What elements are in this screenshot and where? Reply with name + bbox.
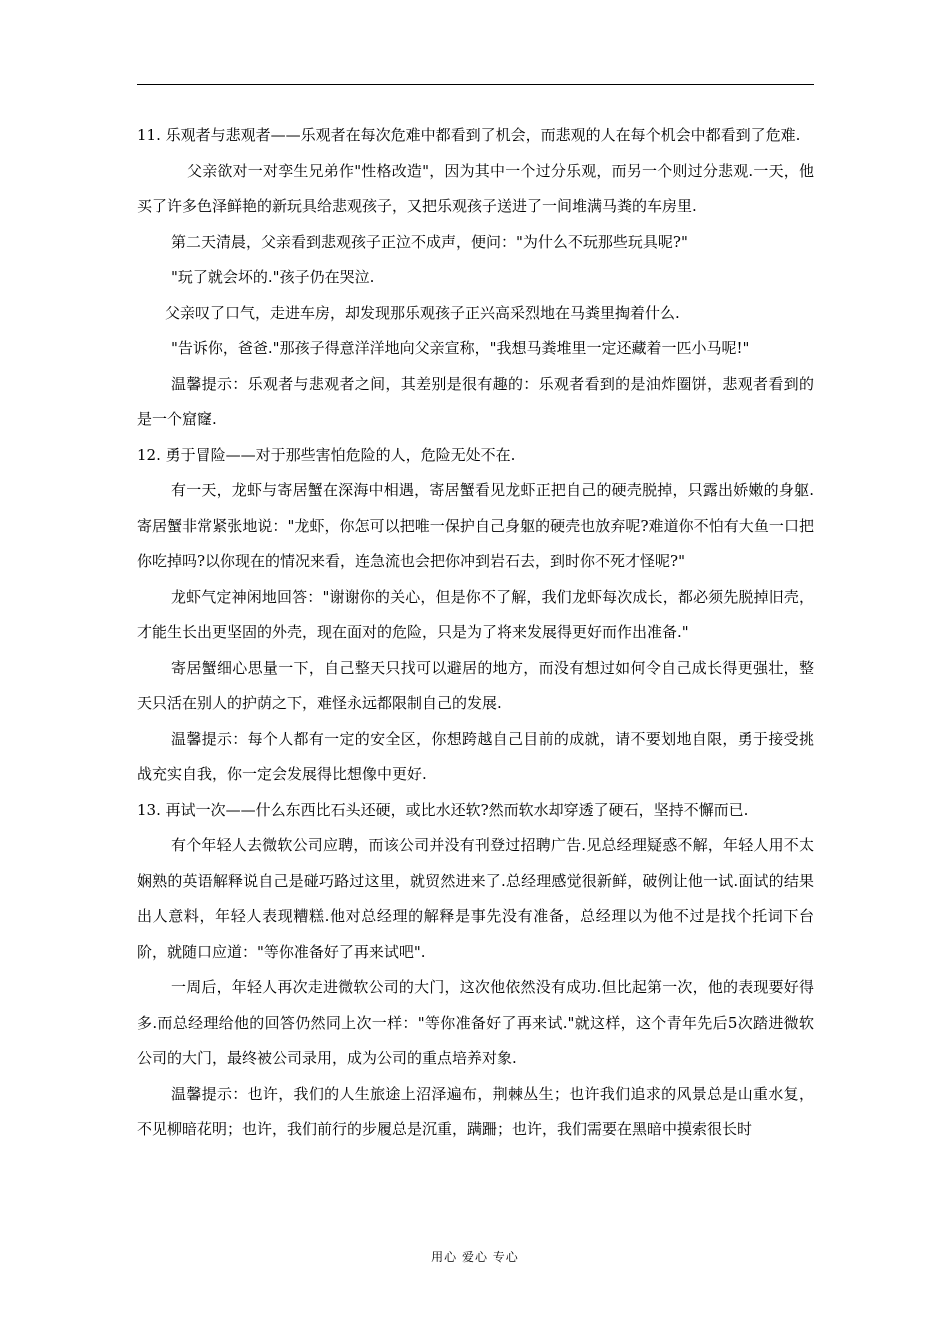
section-12-heading: 12. 勇于冒险——对于那些害怕危险的人，危险无处不在. (137, 445, 516, 464)
header-rule (137, 84, 814, 85)
section-12-tip: 温馨提示：每个人都有一定的安全区，你想跨越自己目前的成就，请不要划地自限，勇于接受挑战充实自我，你一定会发展得比想像中更好. (137, 729, 814, 783)
section-11-paragraph: 父亲叹了口气，走进车房，却发现那乐观孩子正兴高采烈地在马粪里掏着什么. (165, 303, 680, 322)
document-body (137, 118, 814, 1148)
section-11-tip: 温馨提示：乐观者与悲观者之间，其差别是很有趣的：乐观者看到的是油炸圈饼，悲观者看到的是一个窟窿. (137, 374, 814, 428)
section-11-heading: 11. 乐观者与悲观者——乐观者在每次危难中都看到了机会，而悲观的人在每个机会中都看到了危难. (137, 126, 801, 144)
section-13-paragraph: 有个年轻人去微软公司应聘，而该公司并没有刊登过招聘广告.见总经理疑惑不解，年轻人用不太娴熟的英语解释说自己是碰巧路过这里，就贸然进来了.总经理感觉很新鲜，破例让他一试.面试的结果出人意料，年轻人表现糟糕.他对总经理的解释是事先没有准备，总经理以为他不过是找个托词下台阶，就随口应道："等你准备好了再来试吧". (137, 836, 814, 961)
section-12-paragraph: 寄居蟹细心思量一下，自己整天只找可以避居的地方，而没有想过如何令自己成长得更强壮，整天只活在别人的护荫之下，难怪永远都限制自己的发展. (137, 658, 814, 712)
section-13-paragraph: 一周后，年轻人再次走进微软公司的大门，这次他依然没有成功.但比起第一次，他的表现要好得多.而总经理给他的回答仍然同上次一样："等你准备好了再来试."就这样，这个青年先后5次踏进微软公司的大门，最终被公司录用，成为公司的重点培养对象. (137, 978, 814, 1067)
section-12-paragraph: 龙虾气定神闲地回答："谢谢你的关心，但是你不了解，我们龙虾每次成长，都必须先脱掉旧壳，才能生长出更坚固的外壳，现在面对的危险，只是为了将来发展得更好而作出准备." (137, 587, 814, 641)
section-11-paragraph: "告诉你，爸爸."那孩子得意洋洋地向父亲宣称，"我想马粪堆里一定还藏着一匹小马呢!" (171, 339, 750, 357)
section-11-paragraph: 父亲欲对一对孪生兄弟作"性格改造"，因为其中一个过分乐观，而另一个则过分悲观.一天，他买了许多色泽鲜艳的新玩具给悲观孩子，又把乐观孩子送进了一间堆满马粪的车房里. (137, 161, 814, 215)
section-12-paragraph: 有一天，龙虾与寄居蟹在深海中相遇，寄居蟹看见龙虾正把自己的硬壳脱掉，只露出娇嫩的身躯.寄居蟹非常紧张地说："龙虾，你怎可以把唯一保护自己身躯的硬壳也放弃呢?难道你不怕有大鱼一口把你吃掉吗?以你现在的情况来看，连急流也会把你冲到岩石去，到时你不死才怪呢?" (137, 481, 814, 570)
section-13-tip: 温馨提示：也许，我们的人生旅途上沼泽遍布，荆棘丛生；也许我们追求的风景总是山重水复，不见柳暗花明；也许，我们前行的步履总是沉重，蹒跚；也许，我们需要在黑暗中摸索很长时 (137, 1084, 814, 1138)
section-13-heading: 13. 再试一次——什么东西比石头还硬，或比水还软?然而软水却穿透了硬石，坚持不懈而已. (137, 800, 749, 819)
section-11-paragraph: "玩了就会坏的."孩子仍在哭泣. (171, 268, 375, 286)
section-11-paragraph: 第二天清晨，父亲看到悲观孩子正泣不成声，便问："为什么不玩那些玩具呢?" (171, 232, 688, 251)
page-footer: 用心 爱心 专心 (431, 1250, 519, 1264)
